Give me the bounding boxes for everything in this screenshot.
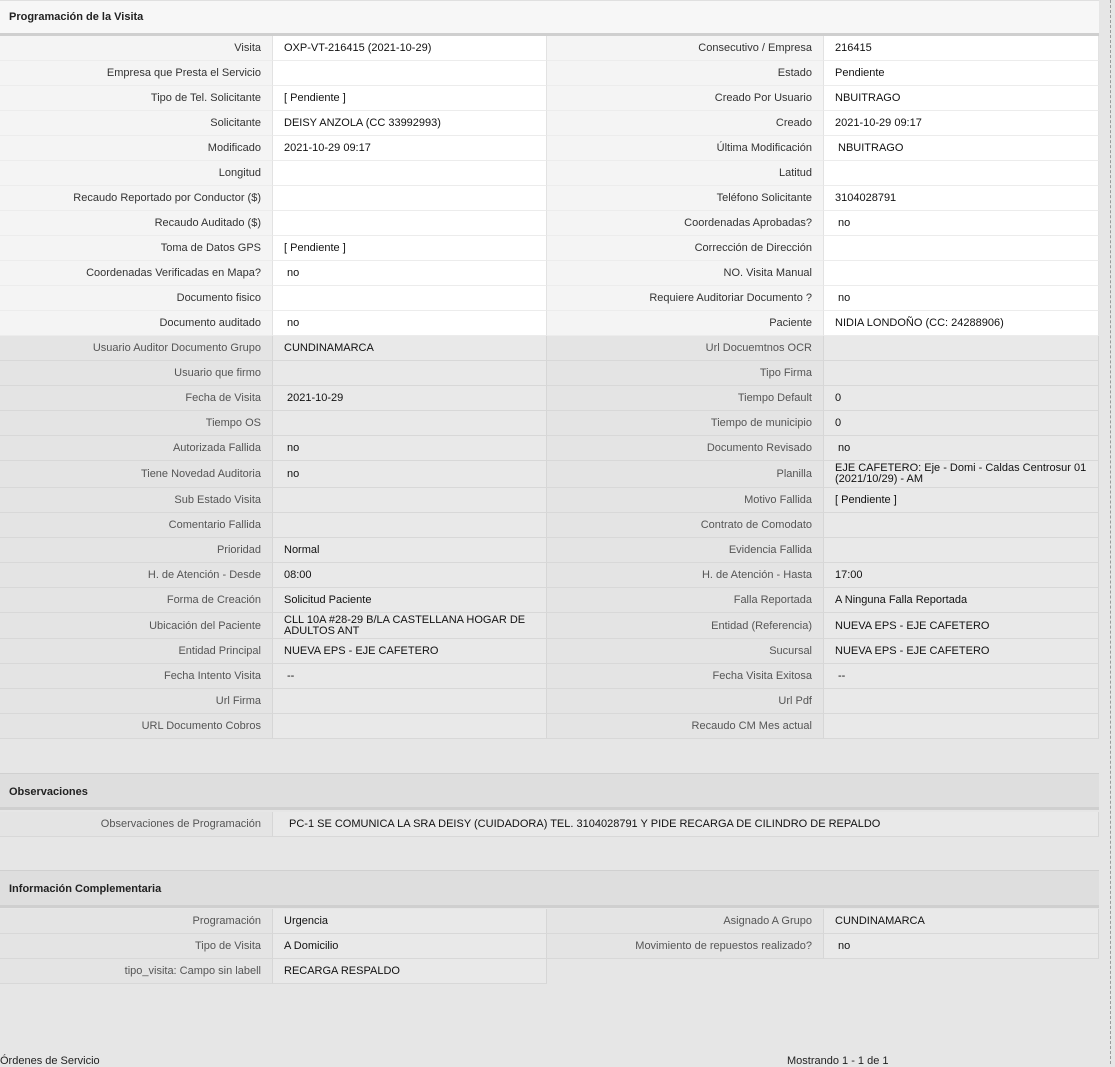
label-programacion: Programación (0, 909, 272, 934)
row-visita (0, 36, 1099, 61)
value-modificado: 2021-10-29 09:17 (272, 136, 547, 161)
row-comentario-fallida (0, 513, 1099, 538)
value-creado: 2021-10-29 09:17 (823, 111, 1099, 136)
value-fecha-visita: 2021-10-29 (272, 386, 547, 411)
value-recaudo-auditado (272, 211, 547, 236)
row-forma-creacion (0, 588, 1099, 613)
row-novedad-auditoria (0, 461, 1099, 488)
label-requiere-auditoriar: Requiere Auditoriar Documento ? (547, 286, 823, 311)
label-creado: Creado (547, 111, 823, 136)
value-motivo-fallida[interactable]: [ Pendiente ] (823, 488, 1099, 513)
row-prioridad (0, 538, 1099, 563)
row-longitud (0, 161, 1099, 186)
row-autorizada-fallida (0, 436, 1099, 461)
label-documento-auditado: Documento auditado (0, 311, 272, 336)
label-visita: Visita (0, 36, 272, 61)
label-planilla: Planilla (547, 461, 823, 488)
label-paciente: Paciente (547, 311, 823, 336)
label-tiempo-municipio: Tiempo de municipio (547, 411, 823, 436)
value-evidencia-fallida (823, 538, 1099, 563)
row-coordenadas-verificadas (0, 261, 1099, 286)
label-empresa: Empresa que Presta el Servicio (0, 61, 272, 86)
label-auditor-grupo: Usuario Auditor Documento Grupo (0, 336, 272, 361)
row-fecha-visita (0, 386, 1099, 411)
label-comentario-fallida: Comentario Fallida (0, 513, 272, 538)
label-fecha-visita: Fecha de Visita (0, 386, 272, 411)
section-complementaria-header: Información Complementaria (0, 870, 1099, 908)
row-recaudo-reportado (0, 186, 1099, 211)
value-telefono-solicitante: 3104028791 (823, 186, 1099, 211)
label-tipo-tel: Tipo de Tel. Solicitante (0, 86, 272, 111)
label-contrato-comodato: Contrato de Comodato (547, 513, 823, 538)
label-recaudo-cm: Recaudo CM Mes actual (547, 714, 823, 739)
row-tipo-visita (0, 934, 1099, 959)
label-recaudo-auditado: Recaudo Auditado ($) (0, 211, 272, 236)
label-longitud: Longitud (0, 161, 272, 186)
row-entidad-principal (0, 639, 1099, 664)
value-visita-manual (823, 261, 1099, 286)
ordenes-servicio-title: Órdenes de Servicio (0, 1055, 100, 1067)
value-tiempo-default: 0 (823, 386, 1099, 411)
section-observaciones-header: Observaciones (0, 773, 1099, 810)
complementaria-grid (0, 909, 1099, 984)
label-url-pdf: Url Pdf (547, 689, 823, 714)
label-correccion-direccion: Corrección de Dirección (547, 236, 823, 261)
value-atencion-hasta: 17:00 (823, 563, 1099, 588)
value-autorizada-fallida: no (272, 436, 547, 461)
value-contrato-comodato (823, 513, 1099, 538)
label-tiempo-default: Tiempo Default (547, 386, 823, 411)
value-sucursal: NUEVA EPS - EJE CAFETERO (823, 639, 1099, 664)
row-tipo-tel (0, 86, 1099, 111)
value-tiempo-os (272, 411, 547, 436)
programacion-gray-grid (0, 336, 1099, 739)
value-forma-creacion: Solicitud Paciente (272, 588, 547, 613)
programacion-grid (0, 36, 1099, 336)
value-movimiento-repuestos: no (823, 934, 1099, 959)
row-ubicacion-paciente (0, 613, 1099, 639)
label-ubicacion-paciente: Ubicación del Paciente (0, 613, 272, 639)
value-recaudo-reportado (272, 186, 547, 211)
value-observaciones: PC-1 SE COMUNICA LA SRA DEISY (CUIDADORA) TEL. 3104028791 Y PIDE RECARGA DE CILINDRO DE REPALDO (272, 812, 1099, 837)
row-fechas-intento (0, 664, 1099, 689)
label-coordenadas-verificadas: Coordenadas Verificadas en Mapa? (0, 261, 272, 286)
value-coordenadas-aprobadas: no (823, 211, 1099, 236)
row-auditor-grupo (0, 336, 1099, 361)
value-novedad-auditoria: no (272, 461, 547, 488)
value-correccion-direccion (823, 236, 1099, 261)
value-latitud (823, 161, 1099, 186)
label-entidad-principal: Entidad Principal (0, 639, 272, 664)
row-toma-gps (0, 236, 1099, 261)
row-tipo-visita-campo (0, 959, 1099, 984)
value-falla-reportada: A Ninguna Falla Reportada (823, 588, 1099, 613)
value-auditor-grupo: CUNDINAMARCA (272, 336, 547, 361)
label-tipo-visita-campo: tipo_visita: Campo sin labell (0, 959, 272, 984)
value-atencion-desde: 08:00 (272, 563, 547, 588)
panel-edge (1110, 0, 1111, 1064)
label-coordenadas-aprobadas: Coordenadas Aprobadas? (547, 211, 823, 236)
value-documento-revisado: no (823, 436, 1099, 461)
label-atencion-desde: H. de Atención - Desde (0, 563, 272, 588)
value-url-ocr (823, 336, 1099, 361)
value-entidad-principal: NUEVA EPS - EJE CAFETERO (272, 639, 547, 664)
label-atencion-hasta: H. de Atención - Hasta (547, 563, 823, 588)
label-sucursal: Sucursal (547, 639, 823, 664)
value-visita: OXP-VT-216415 (2021-10-29) (272, 36, 547, 61)
value-entidad-referencia: NUEVA EPS - EJE CAFETERO (823, 613, 1099, 639)
value-url-pdf (823, 689, 1099, 714)
label-url-cobros: URL Documento Cobros (0, 714, 272, 739)
row-url-firma (0, 689, 1099, 714)
label-motivo-fallida: Motivo Fallida (547, 488, 823, 513)
value-consecutivo: 216415 (823, 36, 1099, 61)
value-longitud (272, 161, 547, 186)
value-solicitante: DEISY ANZOLA (CC 33992993) (272, 111, 547, 136)
label-sub-estado: Sub Estado Visita (0, 488, 272, 513)
row-tiempo-os (0, 411, 1099, 436)
row-url-cobros (0, 714, 1099, 739)
row-recaudo-auditado (0, 211, 1099, 236)
row-modificado (0, 136, 1099, 161)
value-documento-auditado: no (272, 311, 547, 336)
value-recaudo-cm (823, 714, 1099, 739)
value-usuario-firmo (272, 361, 547, 386)
value-url-cobros (272, 714, 547, 739)
value-fecha-intento: -- (272, 664, 547, 689)
value-tipo-tel[interactable]: [ Pendiente ] (272, 86, 547, 111)
label-creado-por: Creado Por Usuario (547, 86, 823, 111)
value-paciente: NIDIA LONDOÑO (CC: 24288906) (823, 311, 1099, 336)
value-toma-gps[interactable]: [ Pendiente ] (272, 236, 547, 261)
label-evidencia-fallida: Evidencia Fallida (547, 538, 823, 563)
row-documento-fisico (0, 286, 1099, 311)
pagination-summary: Mostrando 1 - 1 de 1 (787, 1055, 889, 1067)
row-atencion-horas (0, 563, 1099, 588)
label-falla-reportada: Falla Reportada (547, 588, 823, 613)
row-empresa (0, 61, 1099, 86)
label-documento-fisico: Documento fisico (0, 286, 272, 311)
value-fecha-exitosa: -- (823, 664, 1099, 689)
label-url-ocr: Url Docuemtnos OCR (547, 336, 823, 361)
label-estado: Estado (547, 61, 823, 86)
value-coordenadas-verificadas: no (272, 261, 547, 286)
label-novedad-auditoria: Tiene Novedad Auditoria (0, 461, 272, 488)
row-observaciones (0, 812, 1099, 837)
value-prioridad: Normal (272, 538, 547, 563)
row-programacion-tipo (0, 909, 1099, 934)
label-movimiento-repuestos: Movimiento de repuestos realizado? (547, 934, 823, 959)
label-fecha-exitosa: Fecha Visita Exitosa (547, 664, 823, 689)
value-tipo-firma (823, 361, 1099, 386)
value-ubicacion-paciente: CLL 10A #28-29 B/LA CASTELLANA HOGAR DE ADULTOS ANT (272, 613, 547, 639)
value-documento-fisico (272, 286, 547, 311)
value-empresa (272, 61, 547, 86)
label-toma-gps: Toma de Datos GPS (0, 236, 272, 261)
value-requiere-auditoriar: no (823, 286, 1099, 311)
row-sub-estado (0, 488, 1099, 513)
label-forma-creacion: Forma de Creación (0, 588, 272, 613)
section-programacion-header: Programación de la Visita (0, 0, 1099, 36)
value-ultima-modificacion: NBUITRAGO (823, 136, 1099, 161)
label-ultima-modificacion: Última Modificación (547, 136, 823, 161)
label-documento-revisado: Documento Revisado (547, 436, 823, 461)
label-prioridad: Prioridad (0, 538, 272, 563)
label-tiempo-os: Tiempo OS (0, 411, 272, 436)
label-url-firma: Url Firma (0, 689, 272, 714)
value-comentario-fallida (272, 513, 547, 538)
label-entidad-referencia: Entidad (Referencia) (547, 613, 823, 639)
value-tiempo-municipio: 0 (823, 411, 1099, 436)
value-planilla: EJE CAFETERO: Eje - Domi - Caldas Centrosur 01 (2021/10/29) - AM (823, 461, 1099, 488)
label-solicitante: Solicitante (0, 111, 272, 136)
label-tipo-firma: Tipo Firma (547, 361, 823, 386)
label-asignado-grupo: Asignado A Grupo (547, 909, 823, 934)
value-tipo-visita: A Domicilio (272, 934, 547, 959)
label-tipo-visita: Tipo de Visita (0, 934, 272, 959)
label-telefono-solicitante: Teléfono Solicitante (547, 186, 823, 211)
value-tipo-visita-campo: RECARGA RESPALDO (272, 959, 547, 984)
value-creado-por: NBUITRAGO (823, 86, 1099, 111)
row-usuario-firmo (0, 361, 1099, 386)
label-visita-manual: NO. Visita Manual (547, 261, 823, 286)
value-asignado-grupo: CUNDINAMARCA (823, 909, 1099, 934)
value-programacion: Urgencia (272, 909, 547, 934)
label-modificado: Modificado (0, 136, 272, 161)
value-estado: Pendiente (823, 61, 1099, 86)
label-fecha-intento: Fecha Intento Visita (0, 664, 272, 689)
label-usuario-firmo: Usuario que firmo (0, 361, 272, 386)
value-url-firma (272, 689, 547, 714)
label-latitud: Latitud (547, 161, 823, 186)
row-solicitante (0, 111, 1099, 136)
row-documento-auditado (0, 311, 1099, 336)
label-recaudo-reportado: Recaudo Reportado por Conductor ($) (0, 186, 272, 211)
value-sub-estado (272, 488, 547, 513)
label-observaciones: Observaciones de Programación (0, 812, 272, 837)
label-autorizada-fallida: Autorizada Fallida (0, 436, 272, 461)
label-consecutivo: Consecutivo / Empresa (547, 36, 823, 61)
